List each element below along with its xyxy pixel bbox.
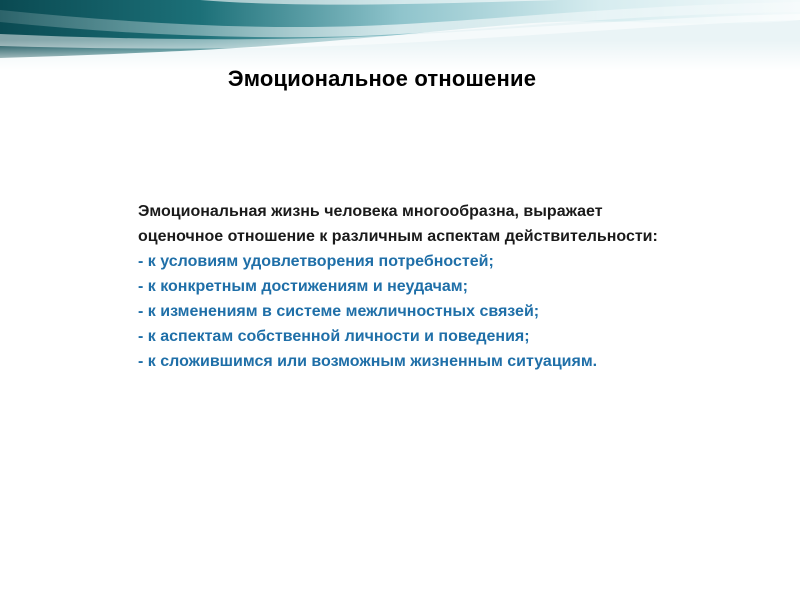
slide-title: Эмоциональное отношение: [227, 66, 537, 91]
aspects-list: [138, 249, 678, 374]
decorative-wave-banner: [0, 0, 800, 70]
slide-body: [138, 199, 678, 374]
list-item: - к условиям удовлетворения потребностей;: [138, 253, 494, 270]
list-item: - к аспектам собственной личности и поведения;: [138, 328, 530, 345]
list-item: - к изменениям в системе межличностных связей;: [138, 303, 540, 320]
list-item: - к сложившимся или возможным жизненным ситуациям.: [138, 353, 598, 370]
intro-paragraph: Эмоциональная жизнь человека многообразна, выражает оценочное отношение к различным аспектам действительности:: [138, 203, 658, 245]
list-item: - к конкретным достижениям и неудачам;: [138, 278, 468, 295]
